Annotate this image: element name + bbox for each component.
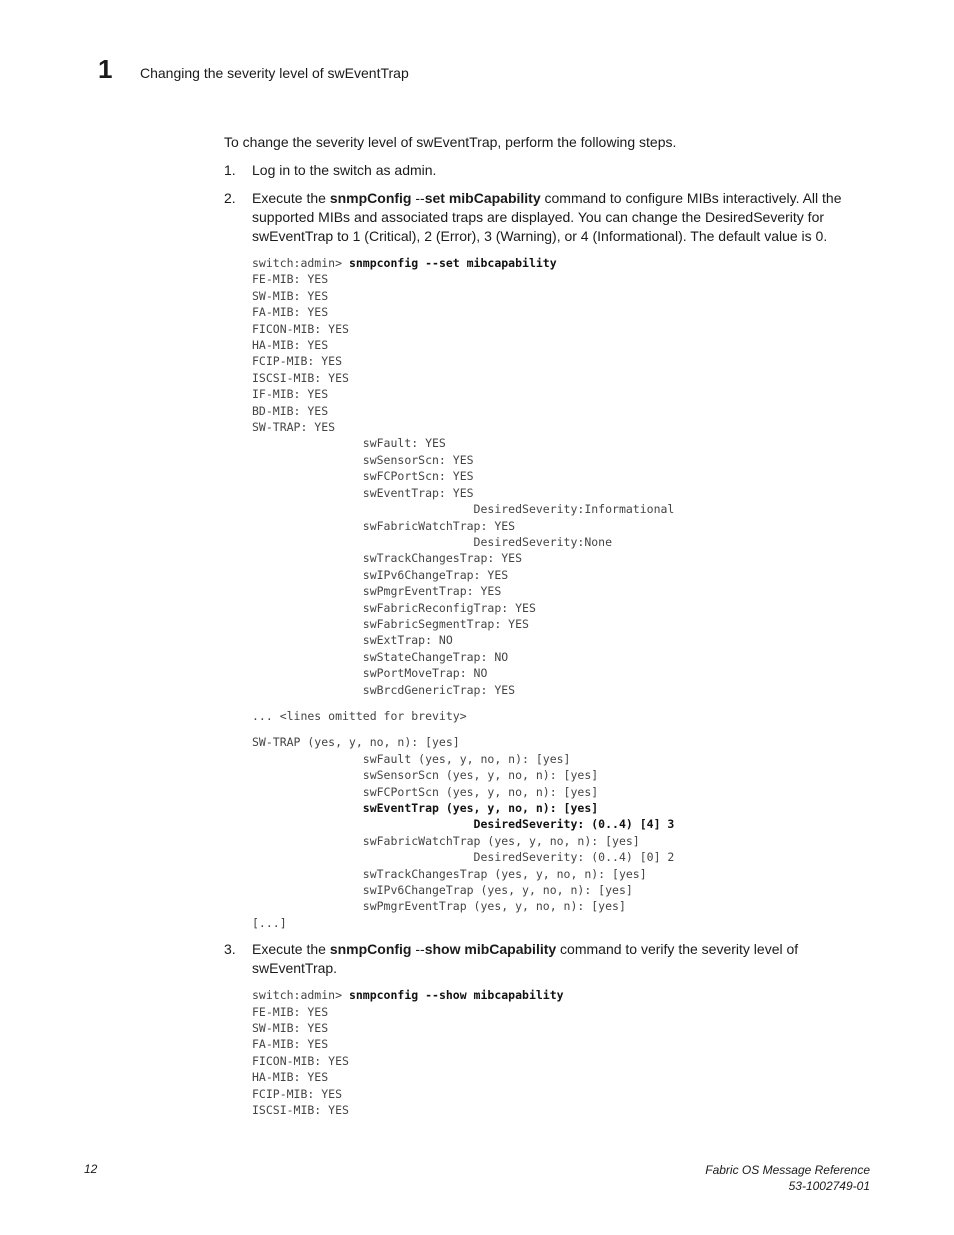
command-name: snmpConfig bbox=[329, 941, 412, 958]
chapter-number: 1 bbox=[98, 54, 113, 84]
code-block-show bbox=[252, 987, 874, 1118]
mib-listing: FE-MIB: YES SW-MIB: YES FA-MIB: YES FICON-MIB: YES HA-MIB: YES FCIP-MIB: YES ISCSI-MIB: YES bbox=[252, 1004, 349, 1118]
step-1 bbox=[224, 161, 874, 180]
step-text: Execute the snmpConfig --show mibCapability command to verify the severity level of swEventTrap. bbox=[252, 941, 799, 977]
shell-command: snmpconfig --show mibcapability bbox=[348, 988, 564, 1003]
page-number: 12 bbox=[84, 1162, 98, 1176]
command-operand: show mibCapability bbox=[424, 941, 557, 958]
doc-title: Fabric OS Message Reference bbox=[705, 1163, 870, 1177]
intro-paragraph: To change the severity level of swEventTrap, perform the following steps. bbox=[224, 134, 677, 150]
step-text: Log in to the switch as admin. bbox=[252, 162, 437, 178]
document-body bbox=[224, 133, 874, 1128]
code-block-set bbox=[252, 255, 874, 931]
step-2 bbox=[224, 189, 874, 931]
shell-prompt: switch:admin> bbox=[252, 256, 349, 270]
mib-listing: FE-MIB: YES SW-MIB: YES FA-MIB: YES FICON-MIB: YES HA-MIB: YES FCIP-MIB: YES ISCSI-MIB: YES IF-MIB: YES BD-MIB: YES SW-TRAP: YES swFault: YES swSensorScn: YES swFCPortScn: YES swEventTrap: YES DesiredSeverity:Informational swFabricWatchTrap: YES DesiredSeverity:None swTrackChangesTrap: YES swIPv6ChangeTrap: YES swPmgrEventTrap: YES swFabricReconfigTrap: YES swFabricSegmentTrap: YES swExtTrap: NO swStateChangeTrap: NO swPortMoveTrap: NO swBrcdGenericTrap: YES bbox=[252, 272, 675, 697]
command-name: snmpConfig bbox=[329, 190, 412, 206]
footer-doc-info bbox=[705, 1162, 870, 1194]
interactive-prompts-rest: swFabricWatchTrap (yes, y, no, n): [yes] DesiredSeverity: (0..4) [0] 2 swTrackChangesTrap (yes, y, no, n): [yes] swIPv6ChangeTrap (yes, y, no, n): [yes] swPmgrEventTrap (yes, y, no, n): [yes] [...] bbox=[252, 833, 675, 930]
section-title: Changing the severity level of swEventTrap bbox=[140, 65, 409, 81]
interactive-prompts: SW-TRAP (yes, y, no, n): [yes] swFault (yes, y, no, n): [yes] swSensorScn (yes, y, no, n): [yes] swFCPortScn (yes, y, no, n): [yes] bbox=[252, 735, 599, 799]
doc-number: 53-1002749-01 bbox=[788, 1179, 870, 1193]
highlighted-event-trap-line: swEventTrap (yes, y, no, n): [yes] bbox=[252, 801, 599, 815]
shell-prompt: switch:admin> bbox=[252, 988, 349, 1003]
step-number: 3. bbox=[224, 941, 236, 958]
command-operand: set mibCapability bbox=[424, 190, 541, 206]
step-number: 1. bbox=[224, 162, 236, 178]
omitted-note: ... <lines omitted for brevity> bbox=[252, 708, 467, 723]
step-text: Execute the snmpConfig --set mibCapability command to configure MIBs interactively. All the supported MIBs and associated traps are displayed. You can change the DesiredSeverity for swEventTrap to 1 (Critical), 2 (Error), 3 (Warning), or 4 (Informational). The default value is 0. bbox=[252, 190, 842, 244]
highlighted-severity-line: DesiredSeverity: (0..4) [4] 3 bbox=[252, 817, 675, 832]
step-3 bbox=[224, 940, 874, 1118]
step-number: 2. bbox=[224, 190, 236, 206]
shell-command: snmpconfig --set mibcapability bbox=[348, 256, 557, 270]
